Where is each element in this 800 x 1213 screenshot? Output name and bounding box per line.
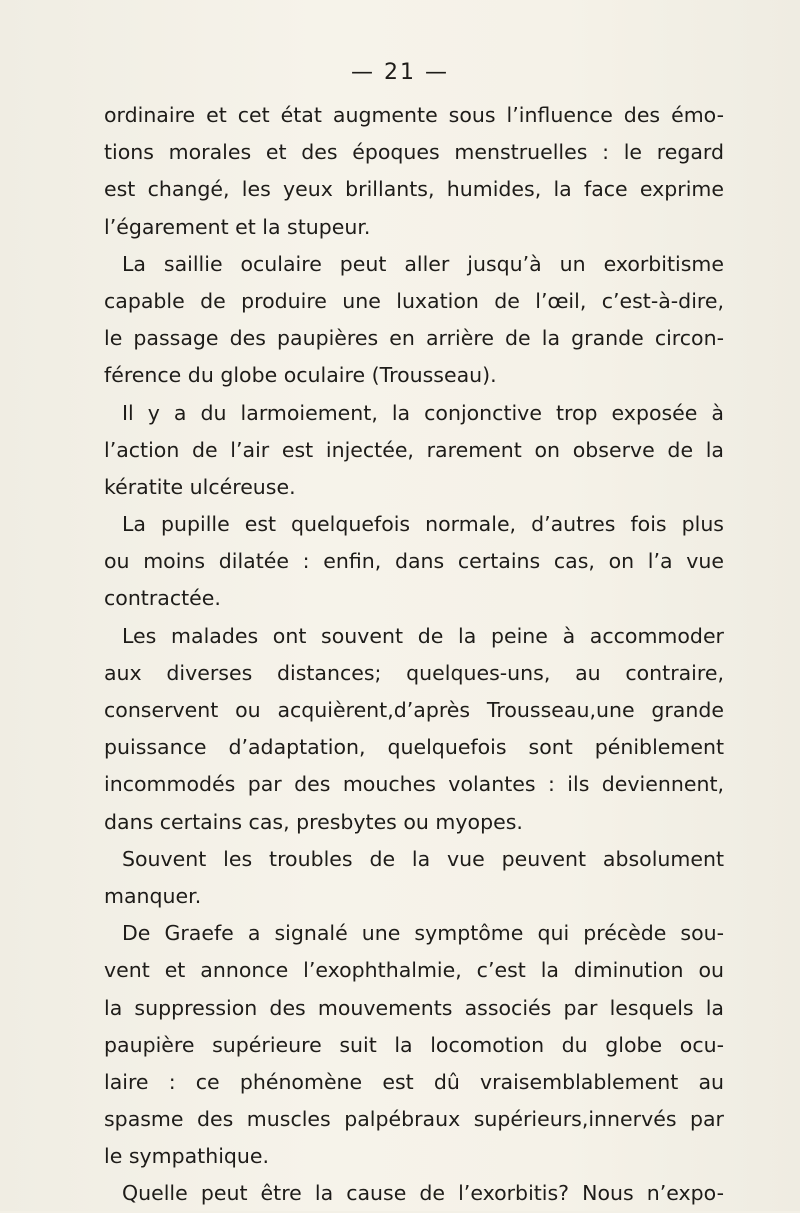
text-line: Quelle peut être la cause de l’exorbitis? Nous n’expo- — [122, 1181, 724, 1206]
text-line: paupière supérieure suit la locomotion du globe ocu- — [104, 1032, 724, 1057]
text-line: manquer. — [104, 883, 202, 908]
text-line: contractée. — [104, 586, 221, 611]
text-line: conservent ou acquièrent,d’après Trousseau,une grande — [104, 698, 724, 722]
text-line: vent et annonce l’exophthalmie, c’est la diminution ou — [104, 958, 724, 983]
text-line: ordinaire et cet état augmente sous l’influence des émo- — [104, 103, 724, 127]
text-line: La saillie oculaire peut aller jusqu’à un exorbitisme — [122, 251, 724, 276]
text-line: dans certains cas, presbytes ou myopes. — [104, 809, 523, 834]
text-line: l’égarement et la stupeur. — [104, 214, 371, 239]
text-line: Souvent les troubles de la vue peuvent absolument — [122, 846, 724, 871]
body-text — [104, 97, 724, 1213]
text-line: puissance d’adaptation, quelquefois sont péniblement — [104, 735, 724, 760]
text-line: férence du globe oculaire (Trousseau). — [104, 363, 497, 388]
text-line: Il y a du larmoiement, la conjonctive trop exposée à — [122, 400, 724, 425]
text-line: La pupille est quelquefois normale, d’autres fois plus — [122, 512, 724, 537]
text-line: tions morales et des époques menstruelles : le regard — [104, 140, 724, 165]
text-line: ou moins dilatée : enfin, dans certains cas, on l’a vue — [104, 549, 724, 574]
page-number: — 21 — — [351, 60, 449, 85]
text-line: laire : ce phénomène est dû vraisemblablement au — [104, 1069, 724, 1094]
text-line: la suppression des mouvements associés par lesquels la — [104, 995, 724, 1020]
text-line: kératite ulcéreuse. — [104, 474, 296, 499]
text-line: le sympathique. — [104, 1144, 270, 1169]
text-line: capable de produire une luxation de l’œil, c’est-à-dire, — [104, 288, 724, 313]
text-line: est changé, les yeux brillants, humides, la face exprime — [104, 177, 724, 202]
text-line: spasme des muscles palpébraux supérieurs,innervés par — [104, 1107, 724, 1132]
text-line: Les malades ont souvent de la peine à accommoder — [122, 623, 724, 648]
text-line: le passage des paupières en arrière de la grande circon- — [104, 326, 724, 351]
text-line: l’action de l’air est injectée, rarement on observe de la — [104, 437, 724, 462]
text-line: aux diverses distances; quelques-uns, au contraire, — [104, 660, 724, 685]
text-line: incommodés par des mouches volantes : ils deviennent, — [104, 772, 724, 797]
text-line: De Graefe a signalé une symptôme qui précède sou- — [122, 921, 724, 946]
